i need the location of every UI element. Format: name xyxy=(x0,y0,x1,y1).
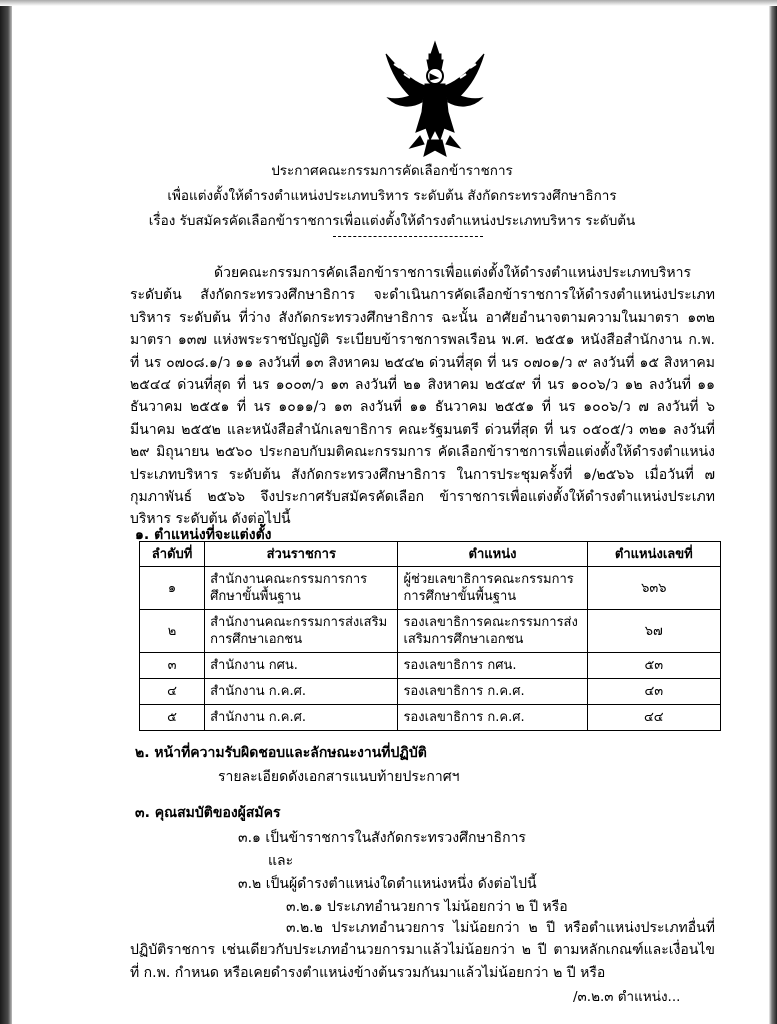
table-row xyxy=(140,653,721,679)
row-position-no: ๔๓ xyxy=(587,679,720,705)
row-title: รองเลขาธิการ ก.ค.ศ. xyxy=(398,679,587,705)
row-unit: สำนักงาน ก.ค.ศ. xyxy=(205,705,398,731)
intro-text: ด้วยคณะกรรมการคัดเลือกข้าราชการเพื่อแต่งตั้งให้ดำรงตำแหน่งประเภทบริหาร ระดับต้น สังกัดกระทรวงศึกษาธิการ จะดำเนินการคัดเลือกข้าราชการให้ดำรงตำแหน่งประเภทบริหาร ระดับต้น ที่ว่าง สังกัดกระทรวงศึกษาธิการ ฉะนั้น อาศัยอำนาจตามความในมาตรา ๑๓๒ มาตรา ๑๓๗ แห่งพระราชบัญญัติ ระเบียบข้าราชการพลเรือน พ.ศ. ๒๕๕๑ หนังสือสำนักงาน ก.พ. ที่ นร ๐๗๐๘.๑/ว ๑๑ ลงวันที่ ๑๓ สิงหาคม ๒๕๔๒ ด่วนที่สุด ที่ นร ๐๗๐๑/ว ๙ ลงวันที่ ๑๕ สิงหาคม ๒๕๔๔ ด่วนที่สุด ที่ นร ๑๐๐๓/ว ๑๓ ลงวันที่ ๒๑ สิงหาคม ๒๕๔๙ ที่ นร ๑๐๐๖/ว ๑๒ ลงวันที่ ๑๑ ธันวาคม ๒๕๕๑ ที่ นร ๑๐๑๑/ว ๑๓ ลงวันที่ ๑๑ ธันวาคม ๒๕๕๑ ที่ นร ๑๐๐๖/ว ๗ ลงวันที่ ๖ มีนาคม ๒๕๕๒ และหนังสือสำนักเลขาธิการ คณะรัฐมนตรี ด่วนที่สุด ที่ นร ๐๕๐๕/ว ๓๒๑ ลงวันที่ ๒๙ มิถุนายน ๒๕๖๐ ประกอบกับมติคณะกรรมการ คัดเลือกข้าราชการเพื่อแต่งตั้งให้ดำรงตำแหน่งประเภทบริหาร ระดับต้น สังกัดกระทรวงศึกษาธิการ ในการประชุมครั้งที่ ๑/๒๕๖๖ เมื่อวันที่ ๗ กุมภาพันธ์ ๒๕๖๖ จึงประกาศรับสมัครคัดเลือก ข้าราชการเพื่อแต่งตั้งให้ดำรงตำแหน่งประเภทบริหาร ระดับต้น ดังต่อไปนี้ xyxy=(130,265,715,528)
col-header-unit: ส่วนราชการ xyxy=(205,542,398,567)
qualification-3-1: ๓.๑ เป็นข้าราชการในสังกัดกระทรวงศึกษาธิการ xyxy=(238,830,526,846)
garuda-emblem-icon xyxy=(380,40,490,160)
qualification-and: และ xyxy=(268,853,294,869)
row-order: ๑ xyxy=(140,567,205,610)
row-position-no: ๕๓ xyxy=(587,653,720,679)
col-header-title: ตำแหน่ง xyxy=(398,542,587,567)
section1-heading: ๑. ตำแหน่งที่จะแต่งตั้ง xyxy=(135,527,272,543)
table-header-row xyxy=(140,542,721,567)
continuation-note: /๓.๒.๓ ตำแหน่ง... xyxy=(573,989,681,1005)
row-title: รองเลขาธิการคณะกรรมการส่งเสริมการศึกษาเอกชน xyxy=(398,610,587,653)
row-position-no: ๖๓๖ xyxy=(587,567,720,610)
table-row xyxy=(140,679,721,705)
document-page xyxy=(18,0,766,1024)
positions-table xyxy=(139,541,721,731)
col-header-position-no: ตำแหน่งเลขที่ xyxy=(587,542,720,567)
row-order: ๔ xyxy=(140,679,205,705)
col-header-order: ลำดับที่ xyxy=(140,542,205,567)
section3-heading: ๓. คุณสมบัติของผู้สมัคร xyxy=(135,805,281,821)
row-unit: สำนักงานคณะกรรมการส่งเสริมการศึกษาเอกชน xyxy=(205,610,398,653)
row-title: รองเลขาธิการ กศน. xyxy=(398,653,587,679)
table-row xyxy=(140,705,721,731)
row-unit: สำนักงานคณะกรรมการการศึกษาขั้นพื้นฐาน xyxy=(205,567,398,610)
scan-shadow-left xyxy=(0,0,12,1024)
announcement-subject: เรื่อง รับสมัครคัดเลือกข้าราชการเพื่อแต่งตั้งให้ดำรงตำแหน่งประเภทบริหาร ระดับต้น xyxy=(148,213,636,229)
row-position-no: ๖๗ xyxy=(587,610,720,653)
qualification-3-2-2 xyxy=(130,917,715,984)
row-position-no: ๔๔ xyxy=(587,705,720,731)
row-unit: สำนักงาน ก.ค.ศ. xyxy=(205,679,398,705)
table-row xyxy=(140,567,721,610)
row-title: ผู้ช่วยเลขาธิการคณะกรรมการการศึกษาขั้นพื้นฐาน xyxy=(398,567,587,610)
qualification-3-2-1: ๓.๒.๑ ประเภทอำนวยการ ไม่น้อยกว่า ๒ ปี หรือ xyxy=(286,899,568,915)
scan-shadow-right xyxy=(769,0,777,1024)
table-row xyxy=(140,610,721,653)
intro-paragraph xyxy=(130,262,715,531)
header-separator xyxy=(333,236,483,237)
row-order: ๓ xyxy=(140,653,205,679)
qualification-3-2: ๓.๒ เป็นผู้ดำรงตำแหน่งใดตำแหน่งหนึ่ง ดังต่อไปนี้ xyxy=(238,876,537,892)
row-title: รองเลขาธิการ ก.ค.ศ. xyxy=(398,705,587,731)
row-order: ๒ xyxy=(140,610,205,653)
row-unit: สำนักงาน กศน. xyxy=(205,653,398,679)
row-order: ๕ xyxy=(140,705,205,731)
qualification-3-2-2-text: ๓.๒.๒ ประเภทอำนวยการ ไม่น้อยกว่า ๒ ปี หรือตำแหน่งประเภทอื่นที่ปฏิบัติราชการ เช่นเดียวกับประเภทอำนวยการมาแล้วไม่น้อยกว่า ๒ ปี ตามหลักเกณฑ์และเงื่อนไขที่ ก.พ. กำหนด หรือเคยดำรงตำแหน่งข้างต้นรวมกันมาแล้วไม่น้อยกว่า ๒ ปี หรือ xyxy=(130,920,715,981)
section2-heading: ๒. หน้าที่ความรับผิดชอบและลักษณะงานที่ปฏิบัติ xyxy=(135,745,427,761)
announcement-title: ประกาศคณะกรรมการคัดเลือกข้าราชการ xyxy=(271,163,513,179)
section2-detail: รายละเอียดดังเอกสารแนบท้ายประกาศฯ xyxy=(218,769,460,785)
announcement-subtitle: เพื่อแต่งตั้งให้ดำรงตำแหน่งประเภทบริหาร ระดับต้น สังกัดกระทรวงศึกษาธิการ xyxy=(167,188,617,204)
